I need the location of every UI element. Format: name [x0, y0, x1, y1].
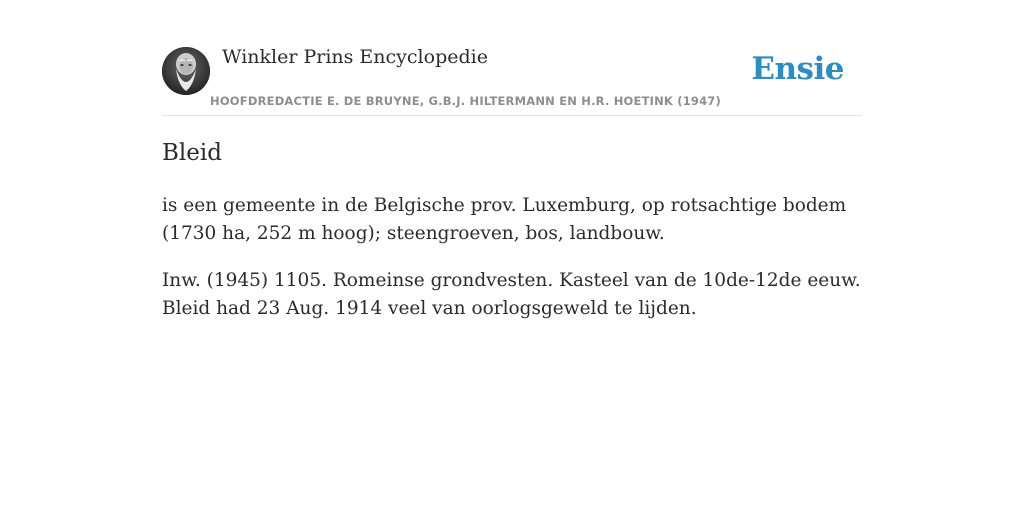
portrait-avatar-icon [162, 47, 210, 95]
entry-title: Bleid [162, 140, 222, 166]
ensie-logo-link[interactable]: Ensie [751, 51, 844, 87]
entry-paragraph: Inw. (1945) 1105. Romeinse grondvesten. Kasteel van de 10de-12de eeuw. Bleid had 23 Aug. 1914 veel van oorlogsgeweld te lijden. [162, 270, 861, 319]
source-header [162, 0, 862, 116]
page-container [162, 0, 862, 319]
entry-paragraph: is een gemeente in de Belgische prov. Luxemburg, op rotsachtige bodem (1730 ha, 252 m hoog); steengroeven, bos, landbouw. [162, 195, 847, 244]
source-avatar[interactable] [162, 47, 210, 95]
source-title-link[interactable]: Winkler Prins Encyclopedie [222, 46, 488, 68]
source-editors: HOOFDREDACTIE E. DE BRUYNE, G.B.J. HILTERMANN EN H.R. HOETINK (1947) [210, 94, 721, 108]
